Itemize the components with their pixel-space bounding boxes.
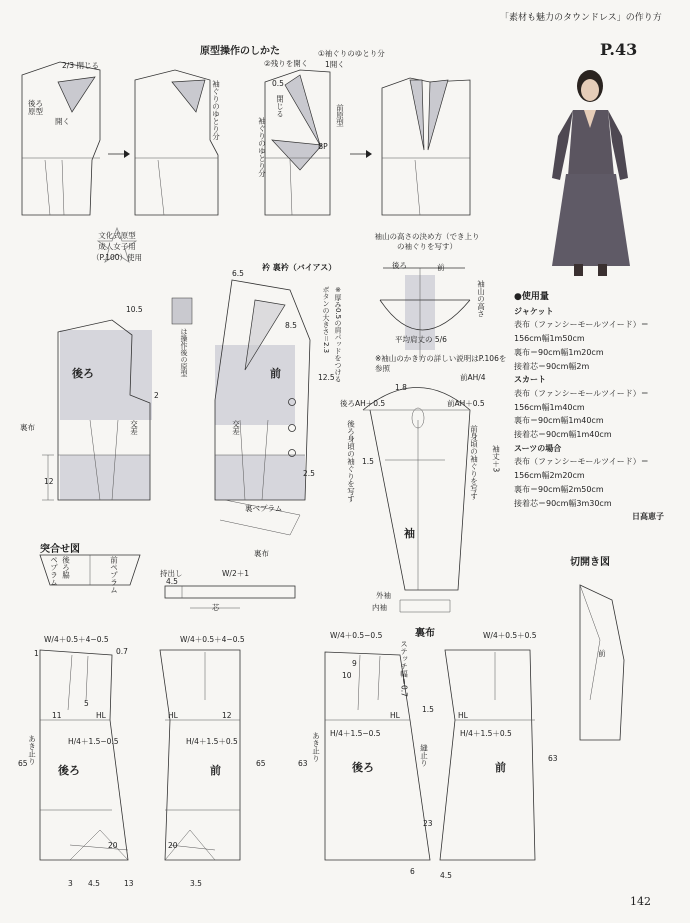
block-badge: 文化式原型 成人女子用 （P.100）使用 [91,231,143,262]
label-18: 1.8 [395,383,407,392]
label-12: 12 [44,477,54,486]
label-9: 9 [352,659,357,668]
label-h-quarter-d: H/4＋1.5＋0.5 [460,729,512,738]
jacket-back-drawing [42,320,152,500]
label-front-ah: 前AH＋0.5 [447,399,485,408]
section-pattern-ops: 原型操作のしかた [200,46,280,57]
label-jacket-back: 後ろ [72,367,94,380]
label-back-side: 後ろ脇 [61,556,71,579]
label-3: 3 [68,879,73,888]
label-w-quarter-c: W/4＋0.5−0.5 [330,631,383,640]
label-12-skirt: 12 [222,711,232,720]
label-sew-stop: 縫止り [419,744,429,767]
label-63-b: 63 [548,754,558,763]
section-collar: 衿 裏衿（バイアス） [262,263,337,272]
label-05-a: 0.5 [272,79,284,88]
label-cap-ref: ※袖山のかき方の詳しい説明はP.106を参照 [375,354,507,373]
label-125: 12.5 [318,373,335,382]
label-sleeve-ease: 袖ぐりのゆとり分 [211,80,221,140]
back-block-operated [135,70,221,215]
label-back-trace: 後ろ身頃の袖ぐりを写す [346,420,356,503]
section-lining: 裏布 [415,628,435,639]
label-avg-shoulder: 平均肩丈の 5/6 [395,335,447,344]
label-25: 2.5 [303,469,315,478]
label-pad-note: ※厚み0.5の肩パッドをつける [334,286,342,383]
section-fitting: 突合せ図 [40,544,80,555]
label-waistband: 持出し [160,569,183,578]
label-skirt-back: 後ろ [58,764,80,777]
label-w-quarter-b: W/4＋0.5＋4−0.5 [180,635,245,644]
label-23: 23 [423,819,433,828]
label-bp: BP [318,142,328,151]
label-vent-stop-a: あき止り [27,735,37,765]
label-exchange-back: 交差 [129,420,139,435]
label-front-ah-half: 前AH/4 [460,373,486,382]
label-45-b: 4.5 [440,871,452,880]
label-stitch-width: ステッチ幅＝0.7 [399,640,409,697]
lining-front-drawing [440,650,535,860]
label-13: 13 [124,879,134,888]
label-back-block: 後ろ原型 [28,99,43,116]
label-hl-d: HL [458,711,468,720]
label-07: 0.7 [116,647,128,656]
label-hl-b: HL [168,711,178,720]
label-lining-back: 後ろ [352,761,374,774]
label-h-quarter-a: H/4＋1.5−0.5 [68,737,119,746]
label-back-cap: 後ろ [392,261,407,270]
label-open: 開く [55,117,70,126]
materials-heading: ●使用量 [514,292,549,302]
waistband-drawing [165,586,295,608]
label-armhole-ease: ①袖ぐりのゆとり分 [318,49,385,58]
header-page-ref: P.43 [600,40,638,59]
label-peplum: ペプラム [49,556,59,586]
label-lining-cloth-1: 裏布 [254,549,269,558]
label-hl-a: HL [96,711,106,720]
label-lining-cloth-2: 裏布 [20,423,35,432]
label-20-a: 20 [108,841,118,850]
label-65: 6.5 [232,269,244,278]
back-block-drawing [22,62,100,215]
label-button-size: ボタンの大きさ＝2.3 [322,286,330,354]
label-sleeve-ease-2: 袖ぐりのゆとり分 [257,117,267,177]
label-open-1: 1開く [325,60,345,69]
label-outer-sleeve: 外袖 [376,591,391,600]
label-hl-c: HL [390,711,400,720]
label-front-trace: 前身頃の袖ぐりを写す [469,425,479,500]
label-1: 1 [34,649,39,658]
label-h-quarter-c: H/4＋1.5−0.5 [330,729,381,738]
materials-skirt: スカート [514,375,546,385]
page-number: 142 [630,895,651,908]
label-35: 3.5 [190,879,202,888]
label-10: 10 [342,671,352,680]
materials-jacket: ジャケット [514,306,554,316]
label-sleeve: 袖 [404,527,415,540]
label-vent-stop-b: あき止り [311,732,321,762]
sleeve-drawing [363,388,470,613]
label-15-sleeve: 1.5 [362,457,374,466]
jacket-front-drawing [215,280,310,535]
skirt-front-drawing [160,650,240,860]
label-5: 5 [84,699,89,708]
materials-suit: スーツの場合 [514,443,562,453]
label-20-b: 20 [168,841,178,850]
label-dart-open: ②残りを開く [264,59,309,68]
lining-back-drawing [325,652,430,860]
label-core: 芯 [212,603,220,612]
label-inner-sleeve: 内袖 [372,603,387,612]
label-cap-height: 袖山の高さ [476,280,486,318]
label-6: 6 [410,867,415,876]
label-2: 2 [154,391,159,400]
section-cut-view: 切開き図 [570,557,610,568]
header-title: 「素材も魅力のタウンドレス」の作り方 [500,13,662,23]
label-h-quarter-b: H/4＋1.5＋0.5 [186,737,238,746]
materials-list: ●使用量 ジャケット 表布（ファンシーモールツイード）＝156cm幅1m50cm 裏布＝90cm幅1m20cm 接着芯＝90cm幅2m スカート 表布（ファンシーモールツイード）＝156cm幅1m40cm 裏布＝90cm幅1m40cm 接着芯＝90cm幅1m40cm スーツの場合 表布（ファンシーモールツイード）＝156cm幅2m20cm 裏布＝90cm幅2m50cm 接着芯＝90cm幅3m30cm 日高恵子 [514,291,664,524]
label-front-peplum: 前ペプラム [109,556,119,594]
materials-author: 日高恵子 [632,512,664,522]
label-back-ah: 後ろAH＋0.5 [340,399,386,408]
label-sleeve-cap-decide: 袖山の高さの決め方（でき上りの袖ぐりを写す） [374,232,480,251]
label-11: 11 [52,711,62,720]
label-105: 10.5 [126,305,143,314]
cut-view-drawing [580,585,624,740]
label-skirt-front: 前 [210,764,221,777]
front-block-operated [382,78,470,215]
label-63-a: 63 [298,759,308,768]
label-sleeve-len: 袖丈＋3 [491,445,501,473]
label-w-quarter-a: W/4＋0.5＋4−0.5 [44,635,109,644]
label-close-1: 閉じる [275,95,285,118]
label-jacket-front: 前 [270,367,281,380]
sleeve-cap-drawing [380,268,470,360]
label-15: 1.5 [422,705,434,714]
label-45-a: 4.5 [88,879,100,888]
label-w-quarter-d: W/4＋0.5＋0.5 [483,631,537,640]
label-operated-block: は操作後の原型 [180,328,188,377]
label-65-b: 65 [256,759,266,768]
label-45-band: 4.5 [166,577,178,586]
label-65-a: 65 [18,759,28,768]
label-back-facing: 裏ベプラム [245,504,283,513]
label-cut-front: 前 [598,649,606,658]
label-w-half: W/2＋1 [222,569,249,578]
label-85: 8.5 [285,321,297,330]
skirt-back-drawing [40,647,128,860]
label-close-two-thirds: 2/3 閉じる [62,61,99,70]
label-lining-front: 前 [495,761,506,774]
label-front-block: 前原型 [335,104,345,127]
label-front-cap: 前 [437,263,445,272]
label-exchange-front: 交差 [231,420,241,435]
